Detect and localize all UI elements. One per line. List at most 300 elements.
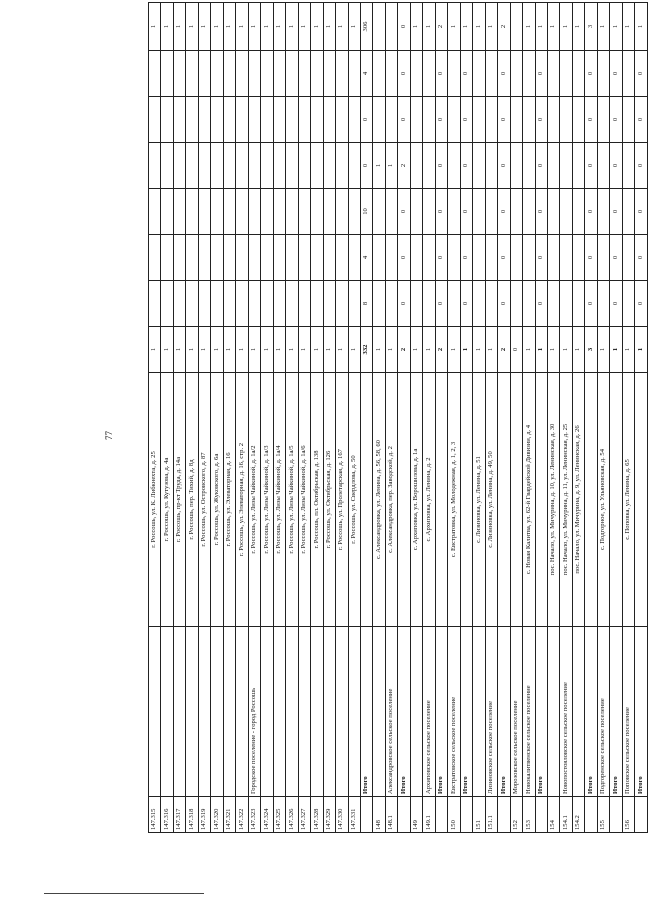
cell-c1: 1 bbox=[597, 327, 609, 373]
cell-code: 148 bbox=[373, 797, 385, 833]
cell-c8: 1 bbox=[348, 3, 360, 51]
cell-c8: 1 bbox=[186, 3, 198, 51]
cell-c3 bbox=[211, 235, 223, 281]
cell-c4 bbox=[485, 189, 497, 235]
cell-c2: 0 bbox=[635, 281, 648, 327]
cell-c6: 0 bbox=[398, 97, 410, 143]
table-row bbox=[597, 3, 609, 833]
cell-c6 bbox=[572, 97, 584, 143]
cell-settlement bbox=[161, 627, 173, 797]
table-row bbox=[311, 3, 323, 833]
cell-c5 bbox=[161, 143, 173, 189]
cell-settlement: Евстратовское сельское поселение bbox=[448, 627, 460, 797]
cell-c2: 0 bbox=[585, 281, 597, 327]
cell-code: 147.320 bbox=[211, 797, 223, 833]
cell-c5 bbox=[510, 143, 522, 189]
cell-c4: 0 bbox=[610, 189, 622, 235]
table-row bbox=[261, 3, 273, 833]
cell-settlement bbox=[311, 627, 323, 797]
cell-address: г. Россошь, ул. Лизы Чайкиной, д. 1а/6 bbox=[298, 373, 310, 627]
cell-c4 bbox=[560, 189, 572, 235]
cell-settlement bbox=[336, 627, 348, 797]
cell-c5 bbox=[448, 143, 460, 189]
cell-c6: 0 bbox=[460, 97, 472, 143]
cell-c6 bbox=[311, 97, 323, 143]
cell-settlement bbox=[323, 627, 335, 797]
cell-code: 147.322 bbox=[236, 797, 248, 833]
table-row bbox=[622, 3, 634, 833]
cell-settlement bbox=[173, 627, 185, 797]
cell-c1: 1 bbox=[523, 327, 535, 373]
cell-c8: 1 bbox=[622, 3, 634, 51]
cell-c5 bbox=[560, 143, 572, 189]
cell-c4 bbox=[311, 189, 323, 235]
cell-settlement bbox=[273, 627, 285, 797]
cell-c6 bbox=[211, 97, 223, 143]
cell-c5: 1 bbox=[373, 143, 385, 189]
cell-c6 bbox=[323, 97, 335, 143]
cell-settlement bbox=[236, 627, 248, 797]
cell-c3: 0 bbox=[585, 235, 597, 281]
total-row bbox=[635, 3, 648, 833]
cell-c3 bbox=[373, 235, 385, 281]
cell-c4: 0 bbox=[398, 189, 410, 235]
cell-c3 bbox=[385, 235, 397, 281]
total-row bbox=[535, 3, 547, 833]
cell-c4: 0 bbox=[498, 189, 510, 235]
cell-c5 bbox=[273, 143, 285, 189]
cell-c7 bbox=[261, 51, 273, 97]
cell-c4 bbox=[523, 189, 535, 235]
document-page bbox=[40, 0, 644, 905]
cell-address: г. Россошь, ул. Лизы Чайкиной, д. 1а/4 bbox=[273, 373, 285, 627]
table-row bbox=[198, 3, 210, 833]
cell-c1: 1 bbox=[572, 327, 584, 373]
cell-c7 bbox=[248, 51, 260, 97]
cell-c3 bbox=[523, 235, 535, 281]
table-row bbox=[385, 3, 397, 833]
cell-c2 bbox=[348, 281, 360, 327]
cell-c3 bbox=[261, 235, 273, 281]
cell-c4 bbox=[323, 189, 335, 235]
cell-c6 bbox=[597, 97, 609, 143]
table-row bbox=[485, 3, 497, 833]
table-row bbox=[273, 3, 285, 833]
cell-c5 bbox=[286, 143, 298, 189]
cell-c4 bbox=[236, 189, 248, 235]
cell-c1: 1 bbox=[298, 327, 310, 373]
cell-c5 bbox=[236, 143, 248, 189]
cell-settlement: Итого bbox=[585, 627, 597, 797]
cell-c5: 1 bbox=[385, 143, 397, 189]
cell-c1: 1 bbox=[460, 327, 472, 373]
cell-c3 bbox=[548, 235, 560, 281]
cell-c1: 2 bbox=[398, 327, 410, 373]
cell-c7 bbox=[572, 51, 584, 97]
cell-c4: 0 bbox=[535, 189, 547, 235]
cell-c3: 0 bbox=[460, 235, 472, 281]
cell-c5 bbox=[423, 143, 435, 189]
cell-c4 bbox=[298, 189, 310, 235]
cell-address: пос. Начало, ул. Мичурина, д. 10, ул. Ленинская, д. 30 bbox=[548, 373, 560, 627]
cell-c1: 1 bbox=[423, 327, 435, 373]
cell-c5 bbox=[336, 143, 348, 189]
cell-settlement: Архиповское сельское поселение bbox=[423, 627, 435, 797]
cell-c2 bbox=[548, 281, 560, 327]
cell-c7 bbox=[223, 51, 235, 97]
cell-address: г. Россошь, ул. Свердлова, д. 50 bbox=[348, 373, 360, 627]
cell-settlement: Городское поселение - город Россошь bbox=[248, 627, 260, 797]
cell-code: 154.2 bbox=[572, 797, 584, 833]
cell-c2 bbox=[560, 281, 572, 327]
cell-c4 bbox=[211, 189, 223, 235]
cell-c2 bbox=[273, 281, 285, 327]
cell-c2 bbox=[485, 281, 497, 327]
cell-c1: 1 bbox=[149, 327, 161, 373]
cell-address: с. Лизиновка, ул. Ленина, д. 49, 50 bbox=[485, 373, 497, 627]
cell-address: г. Россошь, ул. Пролетарская, д. 167 bbox=[336, 373, 348, 627]
cell-c6 bbox=[149, 97, 161, 143]
cell-c5 bbox=[186, 143, 198, 189]
cell-c8: 2 bbox=[498, 3, 510, 51]
cell-code bbox=[460, 797, 472, 833]
total-row bbox=[460, 3, 472, 833]
cell-c1: 1 bbox=[373, 327, 385, 373]
cell-c2 bbox=[236, 281, 248, 327]
cell-address: с. Поповка, ул. Ленина, д. 65 bbox=[622, 373, 634, 627]
cell-c2 bbox=[149, 281, 161, 327]
cell-c7: 0 bbox=[585, 51, 597, 97]
cell-c6: 0 bbox=[498, 97, 510, 143]
cell-code: 147.316 bbox=[161, 797, 173, 833]
cell-c4 bbox=[286, 189, 298, 235]
cell-c5 bbox=[211, 143, 223, 189]
cell-c6 bbox=[560, 97, 572, 143]
cell-code: 147.331 bbox=[348, 797, 360, 833]
total-row bbox=[435, 3, 447, 833]
cell-code bbox=[635, 797, 648, 833]
cell-c8: 1 bbox=[448, 3, 460, 51]
cell-c1: 1 bbox=[622, 327, 634, 373]
table-row bbox=[173, 3, 185, 833]
cell-c6 bbox=[236, 97, 248, 143]
cell-settlement bbox=[198, 627, 210, 797]
cell-address: г. Россошь, ул. К. Либкнехта, д. 25 bbox=[149, 373, 161, 627]
cell-address bbox=[510, 373, 522, 627]
cell-settlement: Новокалитвенское сельское поселение bbox=[523, 627, 535, 797]
cell-address: г. Россошь, ул. Кутузова, д. 4а bbox=[161, 373, 173, 627]
cell-address bbox=[535, 373, 547, 627]
cell-c7 bbox=[149, 51, 161, 97]
cell-c8: 1 bbox=[211, 3, 223, 51]
cell-code bbox=[498, 797, 510, 833]
cell-c1: 1 bbox=[610, 327, 622, 373]
cell-c1: 1 bbox=[485, 327, 497, 373]
cell-address: г. Россошь, ул. Островского, д. 87 bbox=[198, 373, 210, 627]
cell-code: 147.321 bbox=[223, 797, 235, 833]
cell-c8: 1 bbox=[410, 3, 422, 51]
cell-c8: 2 bbox=[435, 3, 447, 51]
cell-c5 bbox=[248, 143, 260, 189]
cell-c7 bbox=[161, 51, 173, 97]
cell-c7 bbox=[211, 51, 223, 97]
cell-c7: 0 bbox=[460, 51, 472, 97]
cell-code: 151 bbox=[473, 797, 485, 833]
cell-c2 bbox=[173, 281, 185, 327]
table-row bbox=[523, 3, 535, 833]
cell-c8: 1 bbox=[149, 3, 161, 51]
table-row bbox=[236, 3, 248, 833]
cell-c4 bbox=[186, 189, 198, 235]
cell-c3 bbox=[485, 235, 497, 281]
cell-code: 149.1 bbox=[423, 797, 435, 833]
cell-address: г. Россошь, ул. Октябрьская, д. 126 bbox=[323, 373, 335, 627]
cell-c3 bbox=[622, 235, 634, 281]
cell-settlement bbox=[373, 627, 385, 797]
cell-c2 bbox=[161, 281, 173, 327]
cell-c4 bbox=[572, 189, 584, 235]
cell-code: 153 bbox=[523, 797, 535, 833]
table-row bbox=[448, 3, 460, 833]
cell-c6 bbox=[373, 97, 385, 143]
table-row bbox=[298, 3, 310, 833]
cell-c7: 0 bbox=[610, 51, 622, 97]
cell-c7 bbox=[548, 51, 560, 97]
cell-c8: 1 bbox=[423, 3, 435, 51]
cell-c2 bbox=[198, 281, 210, 327]
cell-c5 bbox=[323, 143, 335, 189]
cell-c3 bbox=[597, 235, 609, 281]
cell-address bbox=[585, 373, 597, 627]
cell-c3 bbox=[423, 235, 435, 281]
cell-c6 bbox=[523, 97, 535, 143]
cell-c8: 1 bbox=[535, 3, 547, 51]
cell-c1: 1 bbox=[223, 327, 235, 373]
cell-code: 150 bbox=[448, 797, 460, 833]
cell-c3 bbox=[248, 235, 260, 281]
cell-c7 bbox=[473, 51, 485, 97]
cell-c6 bbox=[348, 97, 360, 143]
cell-settlement: Итого bbox=[610, 627, 622, 797]
cell-c8 bbox=[373, 3, 385, 51]
cell-c4 bbox=[248, 189, 260, 235]
cell-c3 bbox=[510, 235, 522, 281]
cell-code: 147.327 bbox=[298, 797, 310, 833]
cell-c4 bbox=[410, 189, 422, 235]
cell-c5: 2 bbox=[398, 143, 410, 189]
cell-c3 bbox=[186, 235, 198, 281]
cell-c6: 0 bbox=[435, 97, 447, 143]
cell-c3: 0 bbox=[635, 235, 648, 281]
cell-c6 bbox=[223, 97, 235, 143]
cell-c1: 332 bbox=[360, 327, 372, 373]
cell-settlement: Итого bbox=[360, 627, 372, 797]
table-row bbox=[410, 3, 422, 833]
cell-address: г. Россошь, ул. Лизы Чайкиной, д. 1а/5 bbox=[286, 373, 298, 627]
cell-c4 bbox=[198, 189, 210, 235]
cell-c2 bbox=[423, 281, 435, 327]
cell-c4: 10 bbox=[360, 189, 372, 235]
total-row bbox=[585, 3, 597, 833]
cell-c1: 2 bbox=[435, 327, 447, 373]
cell-code: 154.1 bbox=[560, 797, 572, 833]
cell-c4 bbox=[622, 189, 634, 235]
cell-settlement: Новопостояловское сельское поселение bbox=[560, 627, 572, 797]
cell-c3 bbox=[448, 235, 460, 281]
cell-c2 bbox=[523, 281, 535, 327]
cell-c5: 0 bbox=[635, 143, 648, 189]
cell-c8: 1 bbox=[173, 3, 185, 51]
table-row bbox=[348, 3, 360, 833]
cell-c4 bbox=[373, 189, 385, 235]
building-register-table bbox=[148, 2, 648, 833]
table-row bbox=[423, 3, 435, 833]
cell-settlement: Александровское сельское поселение bbox=[385, 627, 397, 797]
cell-c8 bbox=[385, 3, 397, 51]
cell-c8: 1 bbox=[261, 3, 273, 51]
cell-c2 bbox=[572, 281, 584, 327]
cell-c2 bbox=[311, 281, 323, 327]
cell-c8: 1 bbox=[572, 3, 584, 51]
cell-c6: 0 bbox=[610, 97, 622, 143]
cell-c6 bbox=[485, 97, 497, 143]
cell-c8: 1 bbox=[336, 3, 348, 51]
cell-c8: 1 bbox=[223, 3, 235, 51]
cell-settlement bbox=[211, 627, 223, 797]
cell-c3 bbox=[336, 235, 348, 281]
cell-c6 bbox=[198, 97, 210, 143]
cell-code: 148.1 bbox=[385, 797, 397, 833]
cell-c4: 0 bbox=[585, 189, 597, 235]
cell-address bbox=[360, 373, 372, 627]
cell-c8: 1 bbox=[236, 3, 248, 51]
cell-c4 bbox=[448, 189, 460, 235]
cell-c1: 1 bbox=[348, 327, 360, 373]
table-row bbox=[473, 3, 485, 833]
cell-c1: 1 bbox=[323, 327, 335, 373]
cell-c3 bbox=[161, 235, 173, 281]
cell-c5: 0 bbox=[610, 143, 622, 189]
cell-c6 bbox=[298, 97, 310, 143]
cell-c3 bbox=[273, 235, 285, 281]
cell-c2 bbox=[510, 281, 522, 327]
cell-c7 bbox=[336, 51, 348, 97]
total-row bbox=[398, 3, 410, 833]
cell-c6 bbox=[186, 97, 198, 143]
cell-c6 bbox=[510, 97, 522, 143]
cell-c2 bbox=[298, 281, 310, 327]
cell-address bbox=[460, 373, 472, 627]
cell-c4 bbox=[473, 189, 485, 235]
table-row bbox=[211, 3, 223, 833]
cell-c1: 1 bbox=[173, 327, 185, 373]
cell-c8 bbox=[510, 3, 522, 51]
cell-c5: 0 bbox=[535, 143, 547, 189]
cell-c5 bbox=[198, 143, 210, 189]
cell-c6 bbox=[423, 97, 435, 143]
cell-c6 bbox=[385, 97, 397, 143]
cell-settlement: Подгоренское сельское поселение bbox=[597, 627, 609, 797]
cell-code: 147.329 bbox=[323, 797, 335, 833]
cell-c4 bbox=[149, 189, 161, 235]
cell-c7 bbox=[622, 51, 634, 97]
cell-c2: 0 bbox=[398, 281, 410, 327]
table-row bbox=[248, 3, 260, 833]
cell-address: с. Лизиновка, ул. Ленина, д. 51 bbox=[473, 373, 485, 627]
cell-code: 149 bbox=[410, 797, 422, 833]
cell-code: 151.1 bbox=[485, 797, 497, 833]
cell-c6: 0 bbox=[585, 97, 597, 143]
cell-c5 bbox=[622, 143, 634, 189]
cell-address bbox=[398, 373, 410, 627]
cell-c8: 1 bbox=[610, 3, 622, 51]
cell-code: 147.328 bbox=[311, 797, 323, 833]
cell-c2 bbox=[186, 281, 198, 327]
cell-c5 bbox=[473, 143, 485, 189]
cell-c6 bbox=[622, 97, 634, 143]
cell-c8: 306 bbox=[360, 3, 372, 51]
cell-settlement: Итого bbox=[398, 627, 410, 797]
cell-c4 bbox=[510, 189, 522, 235]
cell-c2: 0 bbox=[535, 281, 547, 327]
cell-c1: 1 bbox=[286, 327, 298, 373]
cell-address bbox=[610, 373, 622, 627]
cell-c5: 0 bbox=[435, 143, 447, 189]
cell-c3 bbox=[560, 235, 572, 281]
cell-address: пос. Начало, ул. Мичурина, д. 9, ул. Ленинская, д. 26 bbox=[572, 373, 584, 627]
cell-c6 bbox=[548, 97, 560, 143]
cell-c2: 0 bbox=[435, 281, 447, 327]
cell-c1: 1 bbox=[273, 327, 285, 373]
cell-c5 bbox=[149, 143, 161, 189]
cell-code bbox=[535, 797, 547, 833]
cell-c5: 0 bbox=[460, 143, 472, 189]
cell-c5 bbox=[548, 143, 560, 189]
cell-c4 bbox=[385, 189, 397, 235]
cell-c3 bbox=[223, 235, 235, 281]
cell-address bbox=[635, 373, 648, 627]
cell-code: 147.330 bbox=[336, 797, 348, 833]
cell-c7: 0 bbox=[398, 51, 410, 97]
cell-address: с. Александровка, пер. Заводской, д. 2 bbox=[385, 373, 397, 627]
cell-c3 bbox=[473, 235, 485, 281]
cell-c4 bbox=[173, 189, 185, 235]
cell-c4 bbox=[223, 189, 235, 235]
table-rotation-wrapper bbox=[148, 3, 648, 833]
cell-address: г. Россошь, ул. Элеваторная, д. 16 bbox=[223, 373, 235, 627]
cell-c8: 3 bbox=[585, 3, 597, 51]
cell-c7 bbox=[236, 51, 248, 97]
cell-c3 bbox=[173, 235, 185, 281]
cell-code: 147.317 bbox=[173, 797, 185, 833]
cell-c8: 1 bbox=[597, 3, 609, 51]
cell-c2: 8 bbox=[360, 281, 372, 327]
cell-settlement: Поповское сельское поселение bbox=[622, 627, 634, 797]
cell-address: с. Новая Калитва, ул. 62-й Гвардейской Дивизии, д. 4 bbox=[523, 373, 535, 627]
table-row bbox=[510, 3, 522, 833]
table-row bbox=[323, 3, 335, 833]
cell-c1: 1 bbox=[261, 327, 273, 373]
cell-c5 bbox=[410, 143, 422, 189]
table-row bbox=[560, 3, 572, 833]
cell-c3: 4 bbox=[360, 235, 372, 281]
cell-c6 bbox=[336, 97, 348, 143]
cell-c3 bbox=[410, 235, 422, 281]
cell-settlement bbox=[186, 627, 198, 797]
cell-settlement: Итого bbox=[498, 627, 510, 797]
cell-c7: 4 bbox=[360, 51, 372, 97]
cell-c7 bbox=[560, 51, 572, 97]
